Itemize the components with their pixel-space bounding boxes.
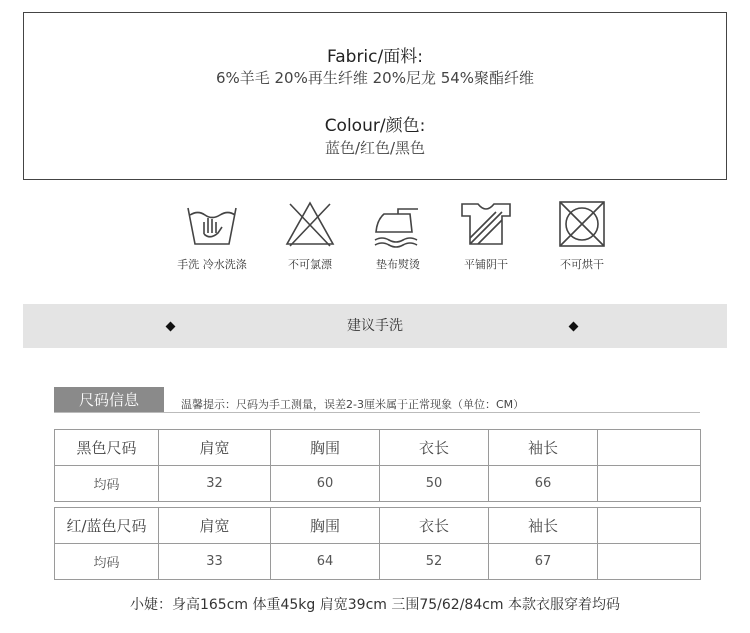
table-header-cell: [598, 508, 701, 544]
table-cell: 66: [489, 466, 598, 502]
table-header-cell: 胸围: [271, 508, 380, 544]
table-cell: 67: [489, 544, 598, 580]
table-header-cell: 红/蓝色尺码: [55, 508, 159, 544]
table-header-cell: 衣长: [380, 508, 489, 544]
care-item-dry-flat-shade: [441, 200, 531, 272]
care-label: 手洗 冷水洗涤: [177, 258, 247, 271]
table-row: [55, 544, 701, 580]
table-cell: [598, 544, 701, 580]
table-cell: [598, 466, 701, 502]
no-bleach-icon: [265, 200, 355, 248]
care-label: 不可氯漂: [288, 258, 332, 271]
no-tumble-dry-icon: [537, 200, 627, 248]
hand-wash-icon: [167, 200, 257, 248]
care-instructions: [0, 200, 750, 290]
table-cell: 32: [159, 466, 271, 502]
table-header-row: [55, 430, 701, 466]
table-header-cell: 肩宽: [159, 430, 271, 466]
size-table-red-blue: [54, 507, 701, 580]
table-cell: 60: [271, 466, 380, 502]
iron-with-cloth-icon: [353, 200, 443, 248]
care-label: 平铺阴干: [464, 258, 508, 271]
size-measurement-note: 温馨提示：尺码为手工测量，误差2-3厘米属于正常现象（单位：CM）: [181, 398, 525, 411]
care-label: 垫布熨烫: [376, 258, 420, 271]
care-label: 不可烘干: [560, 258, 604, 271]
fabric-info-box: [23, 12, 727, 180]
table-header-cell: 黑色尺码: [55, 430, 159, 466]
care-item-hand-wash: [167, 200, 257, 272]
table-header-cell: 袖长: [489, 508, 598, 544]
table-header-cell: [598, 430, 701, 466]
table-cell: 52: [380, 544, 489, 580]
table-header-cell: 胸围: [271, 430, 380, 466]
diamond-bullet-icon: [166, 322, 176, 332]
model-size-note: 小婕：身高165cm 体重45kg 肩宽39cm 三围75/62/84cm 本款衣服穿着均码: [129, 597, 621, 613]
colour-options: 蓝色/红色/黑色: [324, 139, 426, 157]
table-cell: 33: [159, 544, 271, 580]
table-row: [55, 466, 701, 502]
dry-flat-in-shade-icon: [441, 200, 531, 248]
colour-title: Colour/颜色:: [324, 116, 426, 136]
fabric-composition: 6%羊毛 20%再生纤维 20%尼龙 54%聚酯纤维: [215, 69, 535, 87]
fabric-title: Fabric/面料:: [327, 47, 423, 67]
size-info-tag: 尺码信息: [54, 387, 164, 413]
wash-recommendation-banner: [23, 304, 727, 348]
care-item-iron-with-cloth: [353, 200, 443, 272]
care-item-no-tumble-dry: [537, 200, 627, 272]
care-item-no-bleach: [265, 200, 355, 272]
table-header-row: [55, 508, 701, 544]
divider: [54, 412, 700, 413]
table-header-cell: 肩宽: [159, 508, 271, 544]
wash-recommendation-text: 建议手洗: [347, 318, 403, 334]
table-cell: 64: [271, 544, 380, 580]
table-cell: 50: [380, 466, 489, 502]
table-cell: 均码: [55, 466, 159, 502]
table-header-cell: 袖长: [489, 430, 598, 466]
table-cell: 均码: [55, 544, 159, 580]
table-header-cell: 衣长: [380, 430, 489, 466]
size-table-black: [54, 429, 701, 502]
diamond-bullet-icon: [569, 322, 579, 332]
